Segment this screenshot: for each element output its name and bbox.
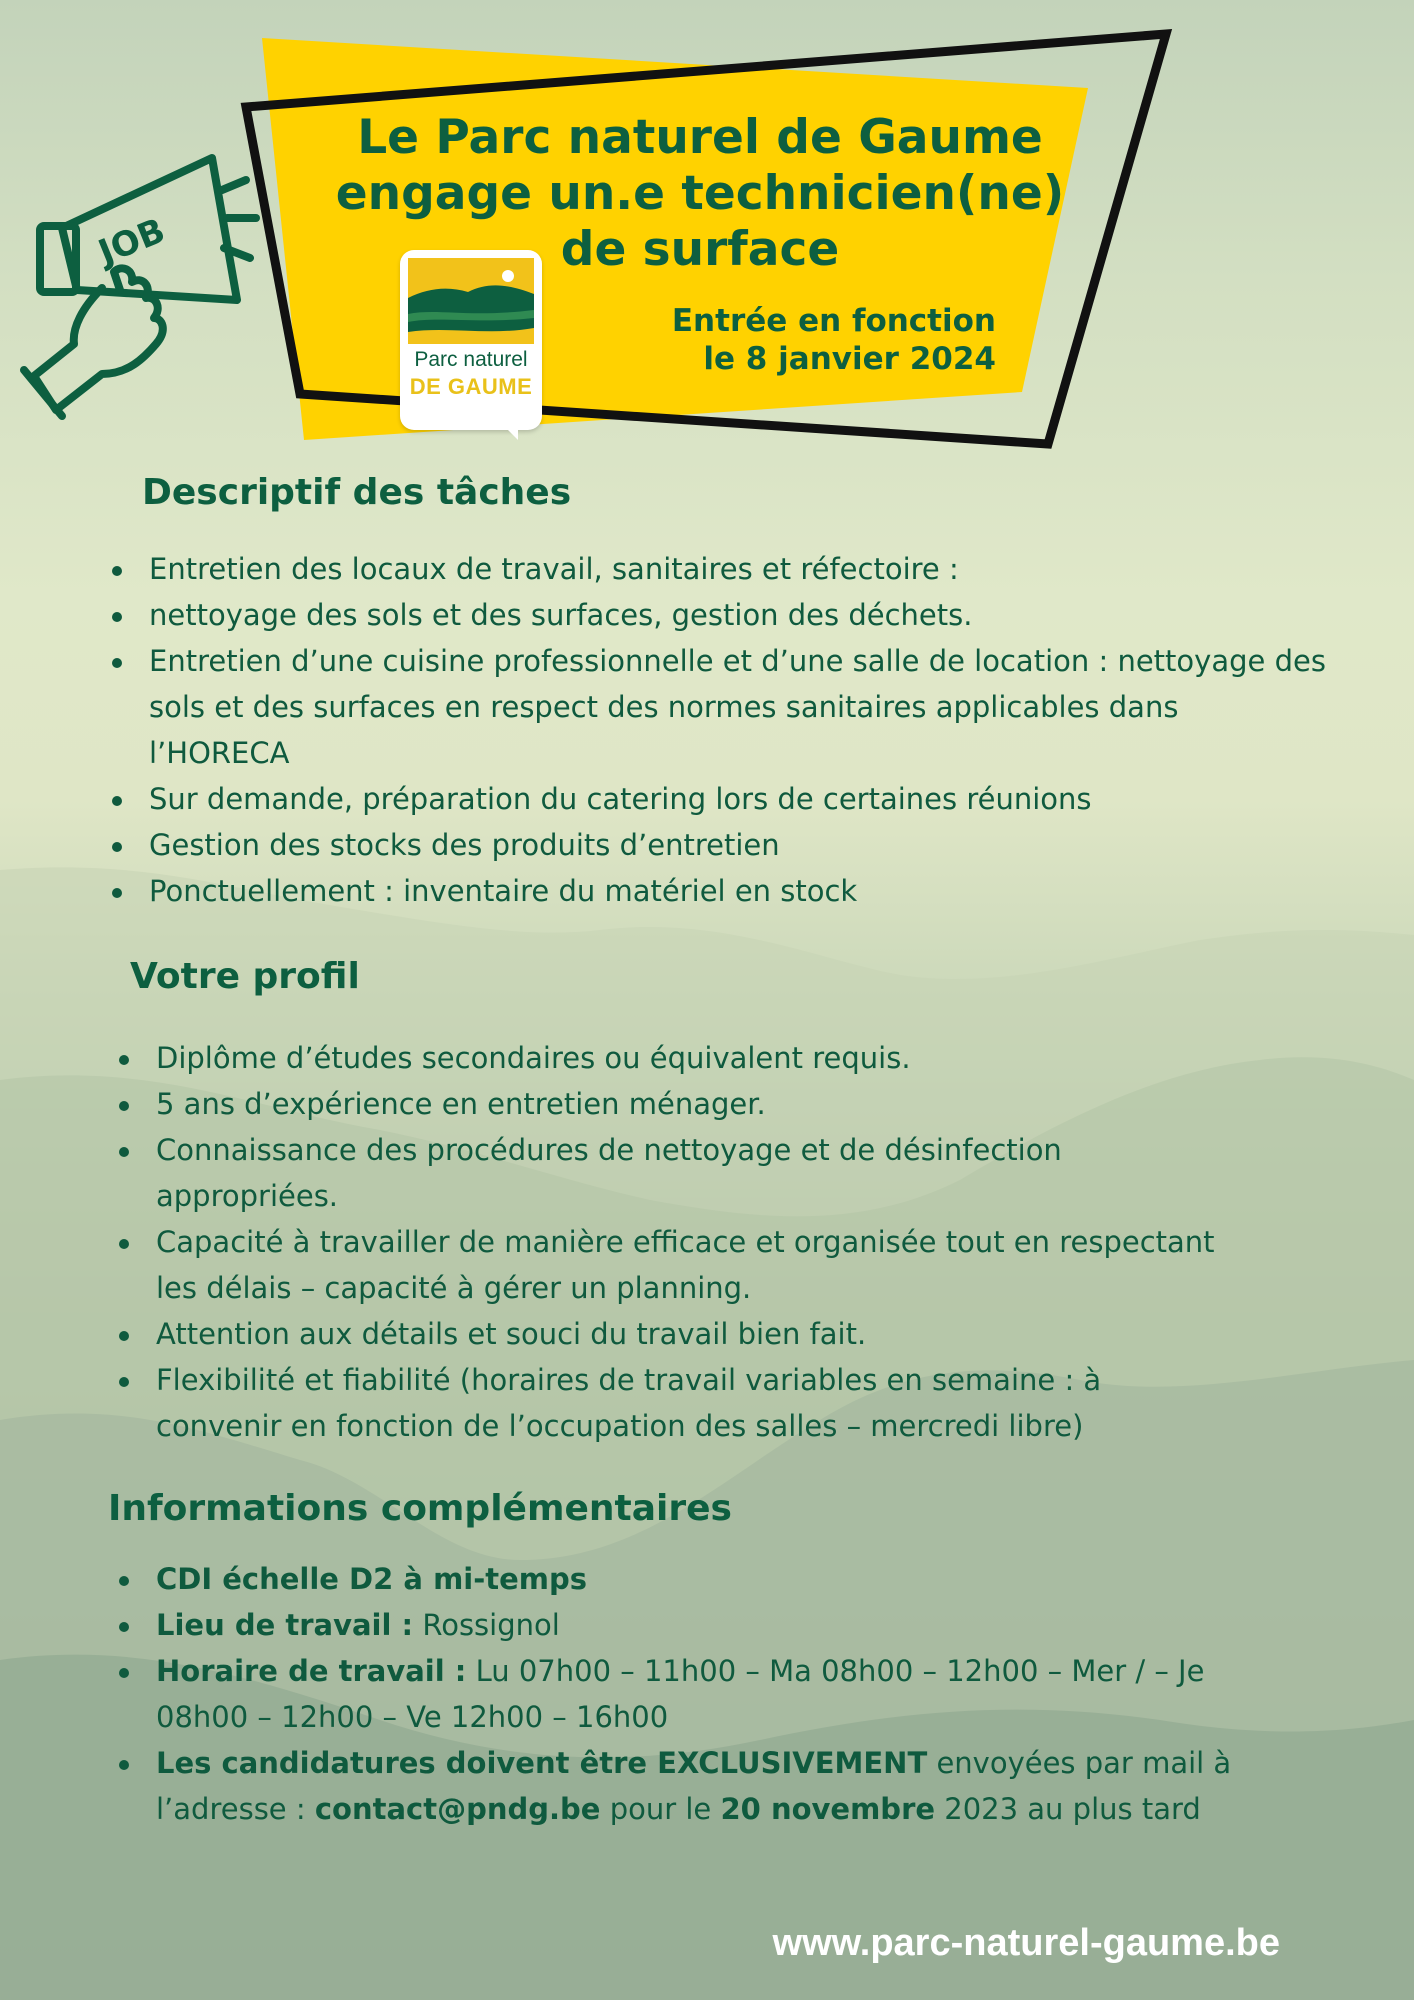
application-emphasis: Les candidatures doivent être EXCLUSIVEMENT bbox=[156, 1746, 928, 1780]
list-item: Attention aux détails et souci du travail bien fait. bbox=[115, 1311, 1235, 1357]
start-date bbox=[600, 302, 996, 378]
title-line: Le Parc naturel de Gaume bbox=[357, 110, 1043, 165]
list-item: Sur demande, préparation du catering lors de certaines réunions bbox=[108, 776, 1328, 822]
megaphone-icon bbox=[22, 148, 272, 418]
tasks-list bbox=[108, 546, 1328, 914]
start-date-line: Entrée en fonction bbox=[671, 303, 996, 339]
list-item: Entretien des locaux de travail, sanitaires et réfectoire : bbox=[108, 546, 1328, 592]
application-text: 2023 au plus tard bbox=[935, 1792, 1201, 1826]
start-date-line: le 8 janvier 2024 bbox=[703, 341, 996, 377]
info-list bbox=[115, 1556, 1235, 1832]
location-label: Lieu de travail : bbox=[156, 1608, 414, 1642]
logo-speech-tail bbox=[496, 418, 518, 440]
list-item: 5 ans d’expérience en entretien ménager. bbox=[115, 1081, 1235, 1127]
list-item: Entretien d’une cuisine professionnelle et d’une salle de location : nettoyage des sols et des surfaces en respect des normes sanitaires applicables dans l’HORECA bbox=[108, 638, 1328, 776]
title-line: de surface bbox=[560, 222, 840, 277]
schedule-label: Horaire de travail : bbox=[156, 1654, 467, 1688]
list-item: Connaissance des procédures de nettoyage et de désinfection appropriées. bbox=[115, 1127, 1235, 1219]
list-item: Flexibilité et fiabilité (horaires de travail variables en semaine : à convenir en fonction de l’occupation des salles – mercredi libre) bbox=[115, 1357, 1235, 1449]
park-logo bbox=[400, 250, 542, 430]
contact-email[interactable]: contact@pndg.be bbox=[314, 1792, 601, 1826]
list-item: Ponctuellement : inventaire du matériel en stock bbox=[108, 868, 1328, 914]
application-text: pour le bbox=[600, 1792, 721, 1826]
list-item: Diplôme d’études secondaires ou équivalent requis. bbox=[115, 1035, 1235, 1081]
logo-text-top: Parc naturel bbox=[414, 348, 528, 371]
location-value: Rossignol bbox=[413, 1608, 560, 1642]
application-text: envoyées par mail à l’adresse : bbox=[156, 1746, 1232, 1826]
megaphone-label: JOB bbox=[93, 210, 171, 273]
contract-type: CDI échelle D2 à mi-temps bbox=[156, 1562, 588, 1596]
logo-text-bottom: DE GAUME bbox=[409, 374, 533, 399]
info-heading: Informations complémentaires bbox=[108, 1488, 732, 1529]
website-link[interactable]: www.parc-naturel-gaume.be bbox=[772, 1922, 1280, 1964]
application-item bbox=[115, 1740, 1235, 1832]
list-item: nettoyage des sols et des surfaces, gestion des déchets. bbox=[108, 592, 1328, 638]
tasks-heading: Descriptif des tâches bbox=[142, 472, 572, 513]
list-item: Gestion des stocks des produits d’entretien bbox=[108, 822, 1328, 868]
contract-item bbox=[115, 1556, 1235, 1602]
schedule-value: Lu 07h00 – 11h00 – Ma 08h00 – 12h00 – Mer / – Je 08h00 – 12h00 – Ve 12h00 – 16h00 bbox=[156, 1654, 1205, 1734]
location-item bbox=[115, 1602, 1235, 1648]
profile-list bbox=[115, 1035, 1235, 1449]
logo-landscape-icon bbox=[408, 258, 534, 344]
profile-heading: Votre profil bbox=[130, 956, 360, 997]
schedule-item bbox=[115, 1648, 1235, 1740]
title-line: engage un.e technicien(ne) bbox=[335, 166, 1065, 221]
deadline-date: 20 novembre bbox=[720, 1792, 936, 1826]
list-item: Capacité à travailler de manière efficace et organisée tout en respectant les délais – capacité à gérer un planning. bbox=[115, 1219, 1235, 1311]
